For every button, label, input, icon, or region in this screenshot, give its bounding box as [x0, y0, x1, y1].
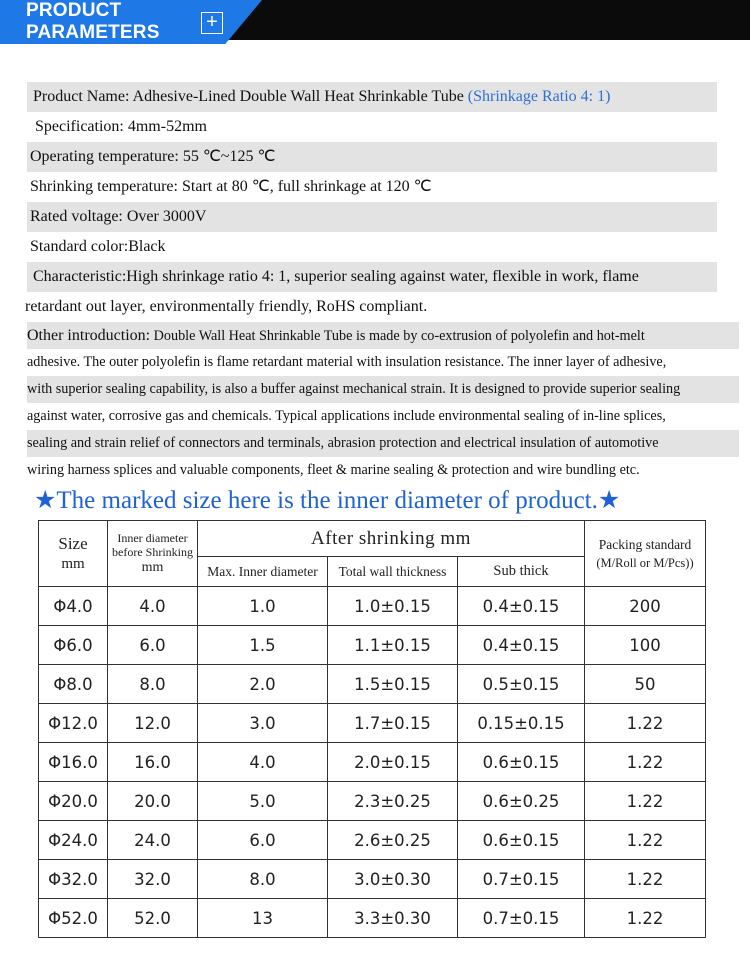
inner-diameter-cell: 4.0: [108, 587, 198, 626]
header-inner-line2: before Shrinking: [112, 544, 193, 559]
max-inner-diameter-cell: 6.0: [198, 821, 328, 860]
sub-thick-cell: 0.7±0.15: [458, 899, 585, 938]
size-cell: Φ8.0: [39, 665, 108, 704]
max-inner-diameter-cell: 2.0: [198, 665, 328, 704]
section-title: [26, 0, 160, 44]
specification-row: [27, 112, 717, 142]
table-row: [39, 899, 706, 938]
table-row: [39, 587, 706, 626]
max-inner-diameter-cell: 3.0: [198, 704, 328, 743]
max-inner-diameter-cell: 1.0: [198, 587, 328, 626]
characteristic-row-cont: [25, 292, 717, 322]
intro-line6: wiring harness splices and valuable components, fleet & marine sealing & protection and wire bundling etc.: [27, 462, 640, 478]
product-name-text: Product Name: Adhesive-Lined Double Wall Heat Shrinkable Tube: [33, 88, 468, 105]
header-packing-line1: Packing standard: [598, 536, 692, 552]
table-row: [39, 626, 706, 665]
table-body: [39, 587, 706, 938]
inner-diameter-cell: 20.0: [108, 782, 198, 821]
intro-text1: Double Wall Heat Shrinkable Tube is made by co-extrusion of polyolefin and hot-melt: [150, 328, 645, 344]
size-cell: Φ16.0: [39, 743, 108, 782]
total-wall-thickness-cell: 1.1±0.15: [328, 626, 458, 665]
characteristic-line1: Characteristic:High shrinkage ratio 4: 1, superior sealing against water, flexible in work, flame: [33, 268, 639, 285]
size-cell: Φ4.0: [39, 587, 108, 626]
sub-thick-cell: 0.6±0.25: [458, 782, 585, 821]
size-cell: Φ52.0: [39, 899, 108, 938]
intro-line4: against water, corrosive gas and chemicals. Typical applications include environmental sealing of in-line splices,: [27, 408, 666, 424]
inner-diameter-cell: 24.0: [108, 821, 198, 860]
packing-standard-cell: 50: [585, 665, 706, 704]
header-inner-unit: mm: [141, 559, 164, 575]
sub-thick-cell: 0.6±0.15: [458, 821, 585, 860]
inner-diameter-cell: 8.0: [108, 665, 198, 704]
inner-diameter-cell: 32.0: [108, 860, 198, 899]
header-packing-standard: [585, 521, 706, 587]
total-wall-thickness-cell: 1.0±0.15: [328, 587, 458, 626]
rated-voltage-row: [27, 202, 717, 232]
header-sub-thick: Sub thick: [458, 557, 585, 587]
product-name-row: [27, 82, 717, 112]
total-wall-thickness-cell: 3.3±0.30: [328, 899, 458, 938]
size-cell: Φ24.0: [39, 821, 108, 860]
packing-standard-cell: 1.22: [585, 743, 706, 782]
packing-standard-cell: 200: [585, 587, 706, 626]
intro-line3: with superior sealing capability, is also a buffer against mechanical strain. It is designed to provide superior sealing: [27, 376, 739, 403]
max-inner-diameter-cell: 1.5: [198, 626, 328, 665]
standard-color-text: Standard color:Black: [30, 238, 166, 255]
operating-temperature-label: Operating temperature:: [30, 148, 183, 165]
header-size: [39, 521, 108, 587]
packing-standard-cell: 100: [585, 626, 706, 665]
inner-diameter-cell: 52.0: [108, 899, 198, 938]
inner-diameter-note: ★The marked size here is the inner diameter of product.★: [34, 487, 621, 514]
total-wall-thickness-cell: 2.3±0.25: [328, 782, 458, 821]
characteristic-line2: retardant out layer, environmentally friendly, RoHS compliant.: [25, 298, 428, 315]
packing-standard-cell: 1.22: [585, 704, 706, 743]
header-inner-diameter: [108, 521, 198, 587]
max-inner-diameter-cell: 8.0: [198, 860, 328, 899]
sub-thick-cell: 0.6±0.15: [458, 743, 585, 782]
header-inner-line1: Inner diameter: [117, 530, 188, 545]
table-row: [39, 821, 706, 860]
specification-text: Specification: 4mm-52mm: [35, 118, 207, 135]
header-size-unit: mm: [61, 555, 85, 572]
intro-line5: sealing and strain relief of connectors and terminals, abrasion protection and electrical insulation of automotive: [27, 430, 739, 457]
operating-temperature-value: 55 ℃~125 ℃: [182, 148, 276, 165]
total-wall-thickness-cell: 1.5±0.15: [328, 665, 458, 704]
standard-color-row: [27, 232, 717, 262]
size-cell: Φ6.0: [39, 626, 108, 665]
section-title-line2: PARAMETERS: [26, 22, 160, 43]
header-total-wall-thickness: Total wall thickness: [328, 557, 458, 587]
table-row: [39, 782, 706, 821]
shrinking-temperature-label: Shrinking temperature:: [30, 178, 182, 195]
inner-diameter-cell: 6.0: [108, 626, 198, 665]
rated-voltage-text: Rated voltage: Over 3000V: [30, 208, 207, 225]
max-inner-diameter-cell: 13: [198, 899, 328, 938]
operating-temperature-row: [27, 142, 717, 172]
intro-line1: [27, 322, 739, 349]
packing-standard-cell: 1.22: [585, 860, 706, 899]
intro-line2: adhesive. The outer polyolefin is flame retardant material with insulation resistance. The inner layer of adhesive,: [27, 354, 667, 370]
total-wall-thickness-cell: 2.6±0.25: [328, 821, 458, 860]
intro-lead: Other introduction:: [27, 327, 151, 344]
header-packing-line2: (M/Roll or M/Pcs)): [596, 555, 694, 570]
packing-standard-cell: 1.22: [585, 821, 706, 860]
table-row: [39, 743, 706, 782]
header-after-shrinking: After shrinking mm: [198, 521, 585, 557]
table-row: [39, 704, 706, 743]
shrinking-temperature-value: Start at 80 ℃, full shrinkage at 120 ℃: [181, 178, 432, 195]
header-size-label: Size: [58, 533, 88, 553]
total-wall-thickness-cell: 2.0±0.15: [328, 743, 458, 782]
header-black-bar: [200, 0, 750, 40]
section-title-line1: PRODUCT: [26, 0, 122, 21]
shrinkage-ratio-note: (Shrinkage Ratio 4: 1): [467, 88, 611, 105]
packing-standard-cell: 1.22: [585, 899, 706, 938]
parameters-list: [27, 82, 717, 322]
sub-thick-cell: 0.15±0.15: [458, 704, 585, 743]
shrinking-temperature-row: [27, 172, 717, 202]
sub-thick-cell: 0.4±0.15: [458, 626, 585, 665]
table-row: [39, 665, 706, 704]
table-header-row: [39, 521, 706, 557]
size-cell: Φ12.0: [39, 704, 108, 743]
table-row: [39, 860, 706, 899]
sub-thick-cell: 0.4±0.15: [458, 587, 585, 626]
other-introduction: [27, 322, 739, 484]
plus-icon: +: [201, 12, 223, 34]
size-cell: Φ20.0: [39, 782, 108, 821]
section-header: [0, 0, 750, 44]
size-table: [38, 520, 706, 938]
inner-diameter-cell: 12.0: [108, 704, 198, 743]
total-wall-thickness-cell: 3.0±0.30: [328, 860, 458, 899]
max-inner-diameter-cell: 5.0: [198, 782, 328, 821]
total-wall-thickness-cell: 1.7±0.15: [328, 704, 458, 743]
size-cell: Φ32.0: [39, 860, 108, 899]
packing-standard-cell: 1.22: [585, 782, 706, 821]
sub-thick-cell: 0.5±0.15: [458, 665, 585, 704]
sub-thick-cell: 0.7±0.15: [458, 860, 585, 899]
header-max-inner-diameter: Max. Inner diameter: [198, 557, 328, 587]
max-inner-diameter-cell: 4.0: [198, 743, 328, 782]
characteristic-row: [27, 262, 717, 292]
inner-diameter-cell: 16.0: [108, 743, 198, 782]
